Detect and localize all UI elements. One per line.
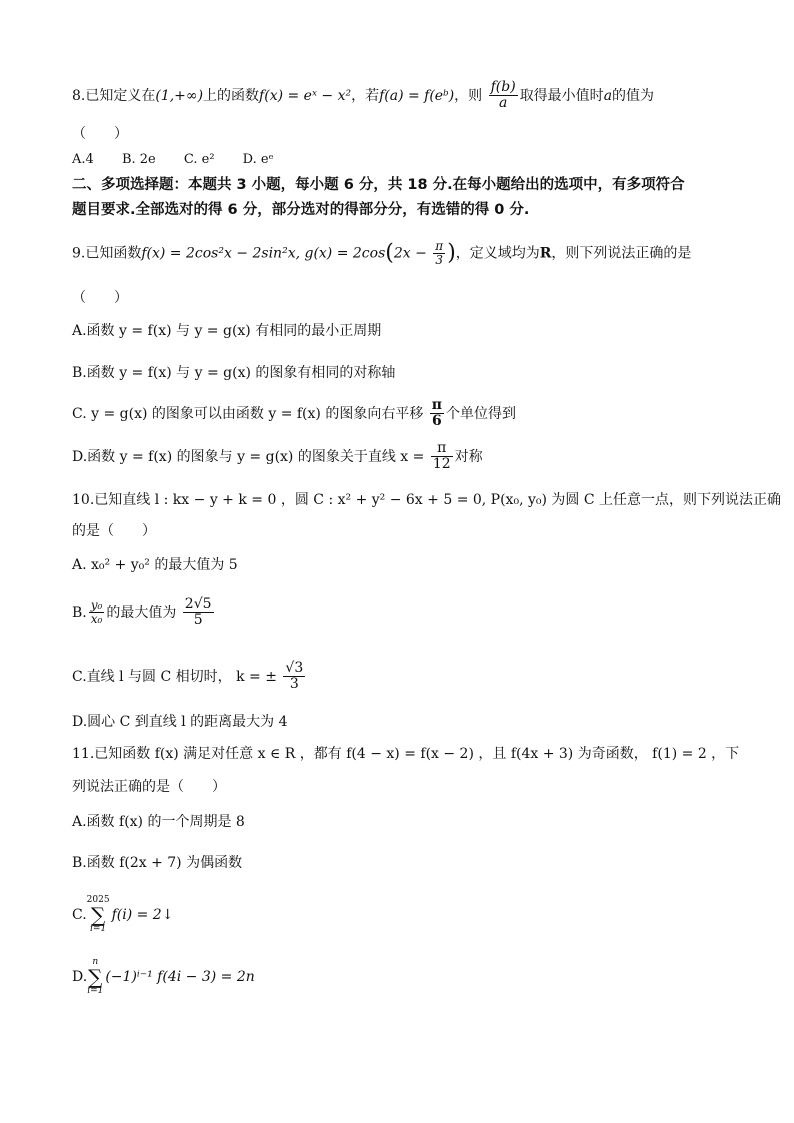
- q9-option-a: A.函数 y = f(x) 与 y = g(x) 有相同的最小正周期: [72, 323, 382, 339]
- q11-d-sum-bot: i=1: [87, 986, 104, 996]
- section2-line2: 题目要求.全部选对的得 6 分，部分选对的得部分分，有选错的得 0 分.: [72, 202, 530, 218]
- cursor-arrow-icon: ↓: [161, 907, 174, 923]
- q8-option-b: B. 2e: [121, 152, 156, 167]
- q11-option-c: [72, 896, 173, 934]
- q10-option-d: D.圆心 C 到直线 l 的距离最大为 4: [72, 714, 288, 730]
- q9-pre: 9.已知函数: [72, 245, 142, 262]
- q8-pre: 8.已知定义在: [72, 87, 156, 104]
- q9-option-d-post: 对称: [454, 448, 483, 465]
- q11-line2: 列说法正确的是（ ）: [72, 779, 226, 795]
- q9-c-num: π: [431, 397, 443, 413]
- q9-d-den: 12: [432, 456, 451, 473]
- q11-option-c-post: f(i) = 2: [111, 907, 162, 923]
- q9-option-d-pre: D.函数 y = f(x) 的图象与 y = g(x) 的图象关于直线 x =: [72, 448, 425, 465]
- q10-b-value: [183, 597, 214, 629]
- q10-b-den: x₀: [90, 612, 103, 627]
- q10-line2: 的是（ ）: [72, 523, 156, 539]
- q11-line1: 11.已知函数 f(x) 满足对任意 x ∈ R ，都有 f(4 − x) = f(x − 2) ，且 f(4x + 3) 为奇函数， f(1) = 2 ，下: [72, 746, 740, 762]
- q11-c-sum-top: 2025: [86, 895, 110, 905]
- q9-option-c-pre: C. y = g(x) 的图象可以由函数 y = f(x) 的图象向右平移: [72, 405, 424, 422]
- q8-options: [72, 152, 298, 168]
- q9-d-num: π: [431, 441, 453, 457]
- q10-b-vnum: 2√5: [184, 596, 212, 612]
- q8-mid2: ，若: [351, 87, 380, 104]
- q11-option-b: B.函数 f(2x + 7) 为偶函数: [72, 855, 243, 871]
- q8-interval: (1,+∞): [155, 87, 204, 104]
- q10-c-num: √3: [285, 660, 304, 676]
- q11-c-sum-sign: 2025 ∑ i=1: [86, 895, 110, 934]
- q9-option-b: B.函数 y = f(x) 与 y = g(x) 的图象有相同的对称轴: [72, 365, 396, 381]
- q10-option-c-pre: C.直线 l 与圆 C 相切时， k = ±: [72, 668, 277, 685]
- q8-var: a: [603, 87, 613, 104]
- q9-option-d-fraction: [431, 441, 453, 473]
- q9-option-c-fraction: [430, 398, 444, 430]
- q8-fraction: [489, 80, 518, 112]
- q11-c-sum-bot: i=1: [90, 924, 107, 934]
- q9-pi-3-fraction: [433, 240, 445, 267]
- q11-option-a: A.函数 f(x) 的一个周期是 8: [72, 814, 245, 830]
- q9-option-c-post: 个单位得到: [446, 405, 517, 422]
- q8-cond: f(a) = f(eᵇ): [379, 87, 455, 104]
- q10-option-b-pre: B.: [72, 604, 87, 621]
- q10-line1: 10.已知直线 l : kx − y + k = 0 ，圆 C : x² + y² − 6x + 5 = 0, P(x₀, y₀) 为圆 C 上任意一点，则下列说法正确: [72, 492, 782, 508]
- q8-fx: f(x) = eˣ − x²: [259, 87, 352, 104]
- q8-tail: 的值为: [612, 87, 655, 104]
- q9-stem: 9.已知函数f(x) = 2cos²x − 2sin²x, g(x) = 2cos(2x − $\frac{\pi}{3}$ )，定义域均为R，则下列说法正确的是: [72, 239, 692, 268]
- q9-three: 3: [435, 253, 444, 268]
- q9-c-den: 6: [432, 413, 442, 430]
- q9-pi: π: [435, 239, 444, 253]
- q9-expr-in: 2x −: [393, 245, 427, 262]
- q9-domain-r: R: [539, 245, 552, 262]
- q8-paren: （ ）: [72, 126, 128, 142]
- q8-option-c: C. e²: [183, 152, 215, 167]
- q8-mid3: ，则: [454, 87, 483, 104]
- q11-option-c-pre: C.: [72, 907, 87, 923]
- q8-option-d: D. eᵉ: [242, 152, 274, 167]
- q10-c-den: 3: [289, 676, 299, 693]
- q8-stem: [72, 80, 654, 112]
- q8-post: 取得最小值时: [519, 87, 604, 104]
- q10-option-c: [72, 661, 307, 693]
- q10-c-fraction: [283, 661, 305, 693]
- q10-b-vden: 5: [193, 612, 203, 629]
- q11-option-d-post: (−1)ⁱ⁻¹ f(4i − 3) = 2n: [105, 969, 255, 985]
- q8-frac-den: a: [498, 95, 508, 112]
- q10-option-b-mid: 的最大值为: [106, 604, 177, 621]
- q9-expr1: f(x) = 2cos²x − 2sin²x, g(x) = 2cos: [141, 245, 386, 262]
- section2-line1: 二、多项选择题：本题共 3 小题，每小题 6 分，共 18 分.在每小题给出的选项中，有多项符合: [72, 177, 685, 193]
- q8-frac-num: f(b): [490, 79, 516, 95]
- q11-option-d-pre: D.: [72, 969, 88, 985]
- q9-paren: （ ）: [72, 290, 128, 306]
- q9-post: ，定义域均为: [455, 245, 540, 262]
- q9-option-c: [72, 398, 516, 430]
- q10-b-ratio: [89, 599, 105, 626]
- q11-d-sum-sign: n ∑ i=1: [87, 957, 104, 996]
- q10-option-b: [72, 597, 216, 629]
- q10-option-a: A. x₀² + y₀² 的最大值为 5: [72, 557, 238, 573]
- q8-mid1: 上的函数: [203, 87, 260, 104]
- q11-option-d: [72, 958, 255, 996]
- q11-d-sum-top: n: [92, 957, 99, 967]
- q9-tail: ，则下列说法正确的是: [551, 245, 692, 262]
- q8-option-a: A.4: [72, 152, 94, 167]
- q9-option-d: [72, 441, 483, 473]
- q10-b-num: y₀: [90, 598, 103, 613]
